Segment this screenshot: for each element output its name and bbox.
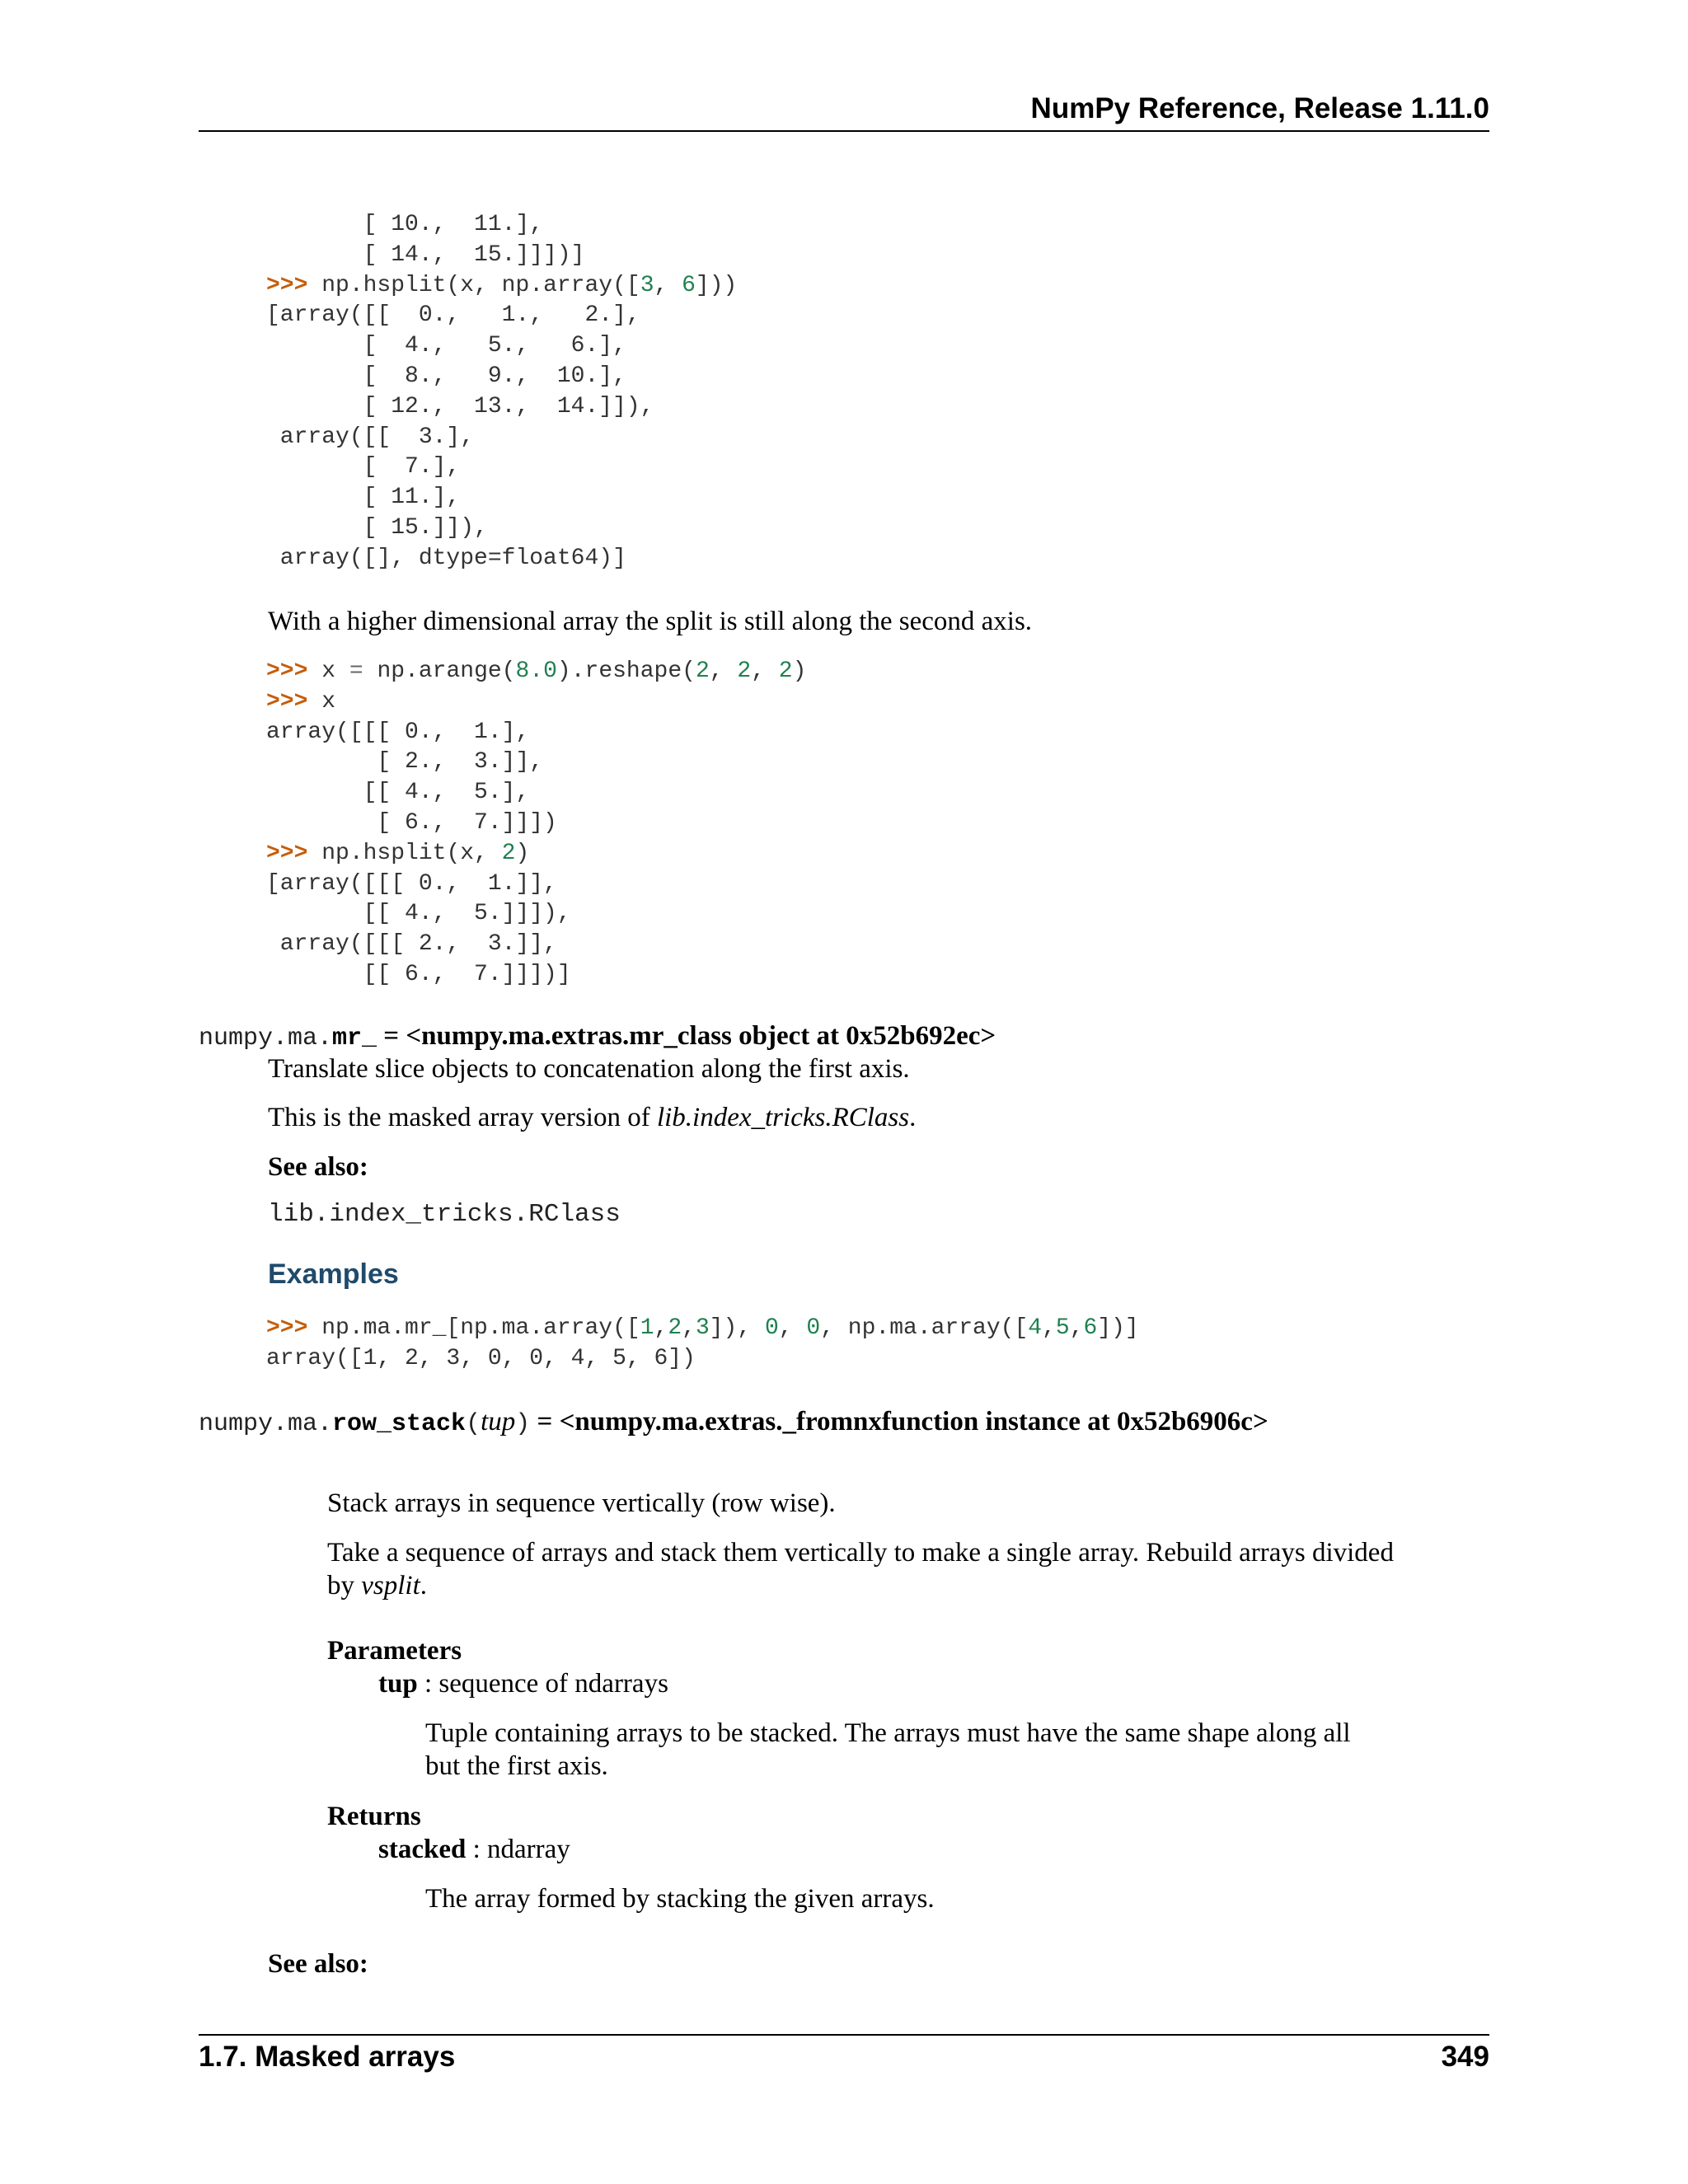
signature-value: = <numpy.ma.extras.mr_class object at 0x52b692ec> bbox=[377, 1021, 996, 1051]
signature-prefix: numpy.ma. bbox=[199, 1410, 333, 1438]
signature-mr bbox=[199, 1019, 996, 1055]
ref-link-vsplit[interactable]: vsplit bbox=[361, 1571, 420, 1601]
return-type: : ndarray bbox=[466, 1835, 570, 1864]
see-also-link-rclass[interactable]: lib.index_tricks.RClass bbox=[268, 1200, 621, 1229]
mr-masked-version: This is the masked array version of lib.index_tricks.RClass. bbox=[268, 1103, 917, 1132]
code-block-higher-dim: >>> x = np.arange(8.0).reshape(2, 2, 2) >>> x array([[[ 0., 1.], [ 2., 3.]], [[ 4., 5.], [ 6., 7.]]]) >>> np.hsplit(x, 2) [array([[[ 0., 1.]], [[ 4., 5.]]]), array([[[ 2., 3.]], [[ 6., 7.]]])] bbox=[266, 658, 807, 987]
footer-section: 1.7. Masked arrays bbox=[199, 2041, 456, 2073]
returns-label: Returns bbox=[327, 1802, 421, 1831]
mr-description: Translate slice objects to concatenation along the first axis. bbox=[268, 1054, 910, 1084]
signature-prefix: numpy.ma. bbox=[199, 1024, 333, 1052]
ref-link-rclass[interactable]: lib.index_tricks.RClass bbox=[656, 1103, 910, 1132]
signature-name: mr_ bbox=[332, 1024, 377, 1052]
row-stack-see-also-label: See also: bbox=[268, 1949, 368, 1979]
code-block-mr-example: >>> np.ma.mr_[np.ma.array([1,2,3]), 0, 0, np.ma.array([4,5,6])] array([1, 2, 3, 0, 0, 4, 5, 6]) bbox=[266, 1315, 1139, 1371]
parameters-label: Parameters bbox=[327, 1636, 462, 1666]
row-stack-desc-line2: by vsplit. bbox=[327, 1571, 427, 1601]
running-footer bbox=[199, 2041, 1489, 2074]
return-name: stacked bbox=[378, 1835, 467, 1864]
row-stack-desc-line1: Take a sequence of arrays and stack them vertically to make a single array. Rebuild arrays divided bbox=[327, 1538, 1394, 1568]
code-line: [ 14., 15.]]])] bbox=[266, 241, 585, 268]
code-prompt: >>> bbox=[266, 658, 308, 684]
code-block-hsplit: [ 10., 11.], [ 14., 15.]]])] >>> np.hsplit(x, np.array([3, 6])) [array([[ 0., 1., 2.], [ 4., 5., 6.], [ 8., 9., 10.], [ 12., 13., 14.]]), array([[ 3.], [ 7.], [ 11.], [ 15.]]), array([], dtype=float64)] bbox=[266, 212, 738, 571]
row-stack-summary: Stack arrays in sequence vertically (row wise). bbox=[327, 1488, 836, 1518]
signature-name: row_stack bbox=[332, 1410, 467, 1438]
signature-row-stack: numpy.ma.row_stack(tup) = <numpy.ma.extras._fromnxfunction instance at 0x52b6906c> bbox=[199, 1407, 1268, 1438]
param-tup bbox=[378, 1667, 668, 1700]
header-rule bbox=[199, 130, 1489, 132]
param-name: tup bbox=[378, 1669, 418, 1699]
paragraph-higher-dim: With a higher dimensional array the split is still along the second axis. bbox=[268, 607, 1033, 636]
return-desc: The array formed by stacking the given arrays. bbox=[425, 1884, 935, 1914]
signature-value: = <numpy.ma.extras._fromnxfunction instance at 0x52b6906c> bbox=[530, 1407, 1268, 1436]
signature-param: tup bbox=[481, 1407, 516, 1436]
examples-heading: Examples bbox=[268, 1258, 399, 1290]
code-line: [ 10., 11.], bbox=[266, 212, 544, 237]
return-stacked bbox=[378, 1833, 570, 1866]
code-prompt: >>> bbox=[266, 840, 308, 866]
code-prompt: >>> bbox=[266, 688, 308, 715]
mr-see-also-label: See also: bbox=[268, 1152, 368, 1182]
param-desc-line2: but the first axis. bbox=[425, 1751, 608, 1781]
footer-rule bbox=[199, 2034, 1489, 2036]
code-prompt: >>> bbox=[266, 272, 308, 298]
page-number: 349 bbox=[1441, 2041, 1489, 2073]
running-header: NumPy Reference, Release 1.11.0 bbox=[1030, 92, 1489, 124]
param-type: : sequence of ndarrays bbox=[417, 1669, 668, 1699]
code-prompt: >>> bbox=[266, 1315, 308, 1341]
param-desc-line1: Tuple containing arrays to be stacked. The arrays must have the same shape along all bbox=[425, 1718, 1351, 1748]
